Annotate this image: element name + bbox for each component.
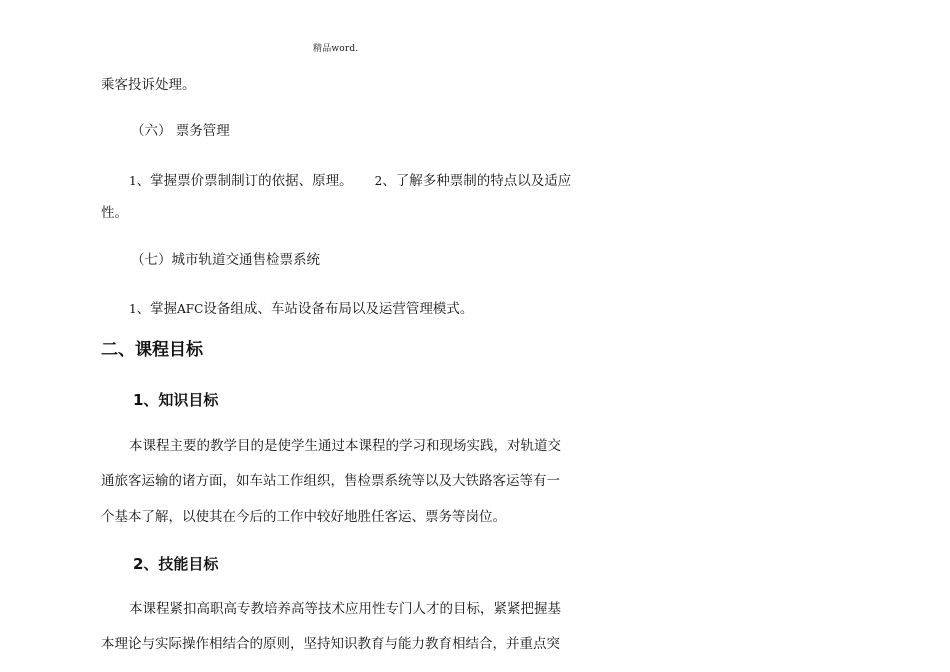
section-six-items <box>129 172 571 190</box>
six-item2-number: 2 <box>374 174 383 188</box>
knowledge-paragraph-line-1: 本课程主要的教学目的是使学生通过本课程的学习和现场实践，对轨道交 <box>129 438 561 454</box>
seven-item1-suffix: 设备组成、车站设备布局以及运营管理模式。 <box>203 301 474 317</box>
six-item1-text: 、掌握票价票制制订的依据、原理。 <box>136 173 353 189</box>
six-item1-number: 1 <box>129 174 137 188</box>
knowledge-paragraph-line-2: 通旅客运输的诸方面，如车站工作组织，售检票系统等以及大铁路客运等有一 <box>101 473 560 489</box>
section-seven-title: （七）城市轨道交通售检票系统 <box>131 252 320 268</box>
section-six-title: （六） 票务管理 <box>131 123 230 139</box>
line-passenger-complaint: 乘客投诉处理。 <box>101 77 196 93</box>
skill-paragraph-line-2: 本理论与实际操作相结合的原则，坚持知识教育与能力教育相结合，并重点突 <box>101 636 560 652</box>
skill-paragraph-line-1: 本课程紧扣高职高专教培养高等技术应用性专门人才的目标，紧紧把握基 <box>129 601 561 617</box>
seven-item1-afc: AFC <box>177 302 204 316</box>
heading-course-goals: 二、课程目标 <box>101 340 203 360</box>
heading-knowledge-goals: 1、知识目标 <box>133 391 219 409</box>
knowledge-paragraph-line-3: 个基本了解，以使其在今后的工作中较好地胜任客运、票务等岗位。 <box>101 509 506 525</box>
heading-skill-goals: 2、技能目标 <box>133 555 219 573</box>
header-watermark-note: 精品word. <box>313 44 359 54</box>
six-item2-continuation: 性。 <box>101 205 128 221</box>
seven-item1-prefix: 、掌握 <box>136 301 178 317</box>
six-item2-text: 、了解多种票制的特点以及适应 <box>382 173 572 189</box>
seven-item1-number: 1 <box>129 302 137 316</box>
section-seven-item1 <box>129 300 473 318</box>
